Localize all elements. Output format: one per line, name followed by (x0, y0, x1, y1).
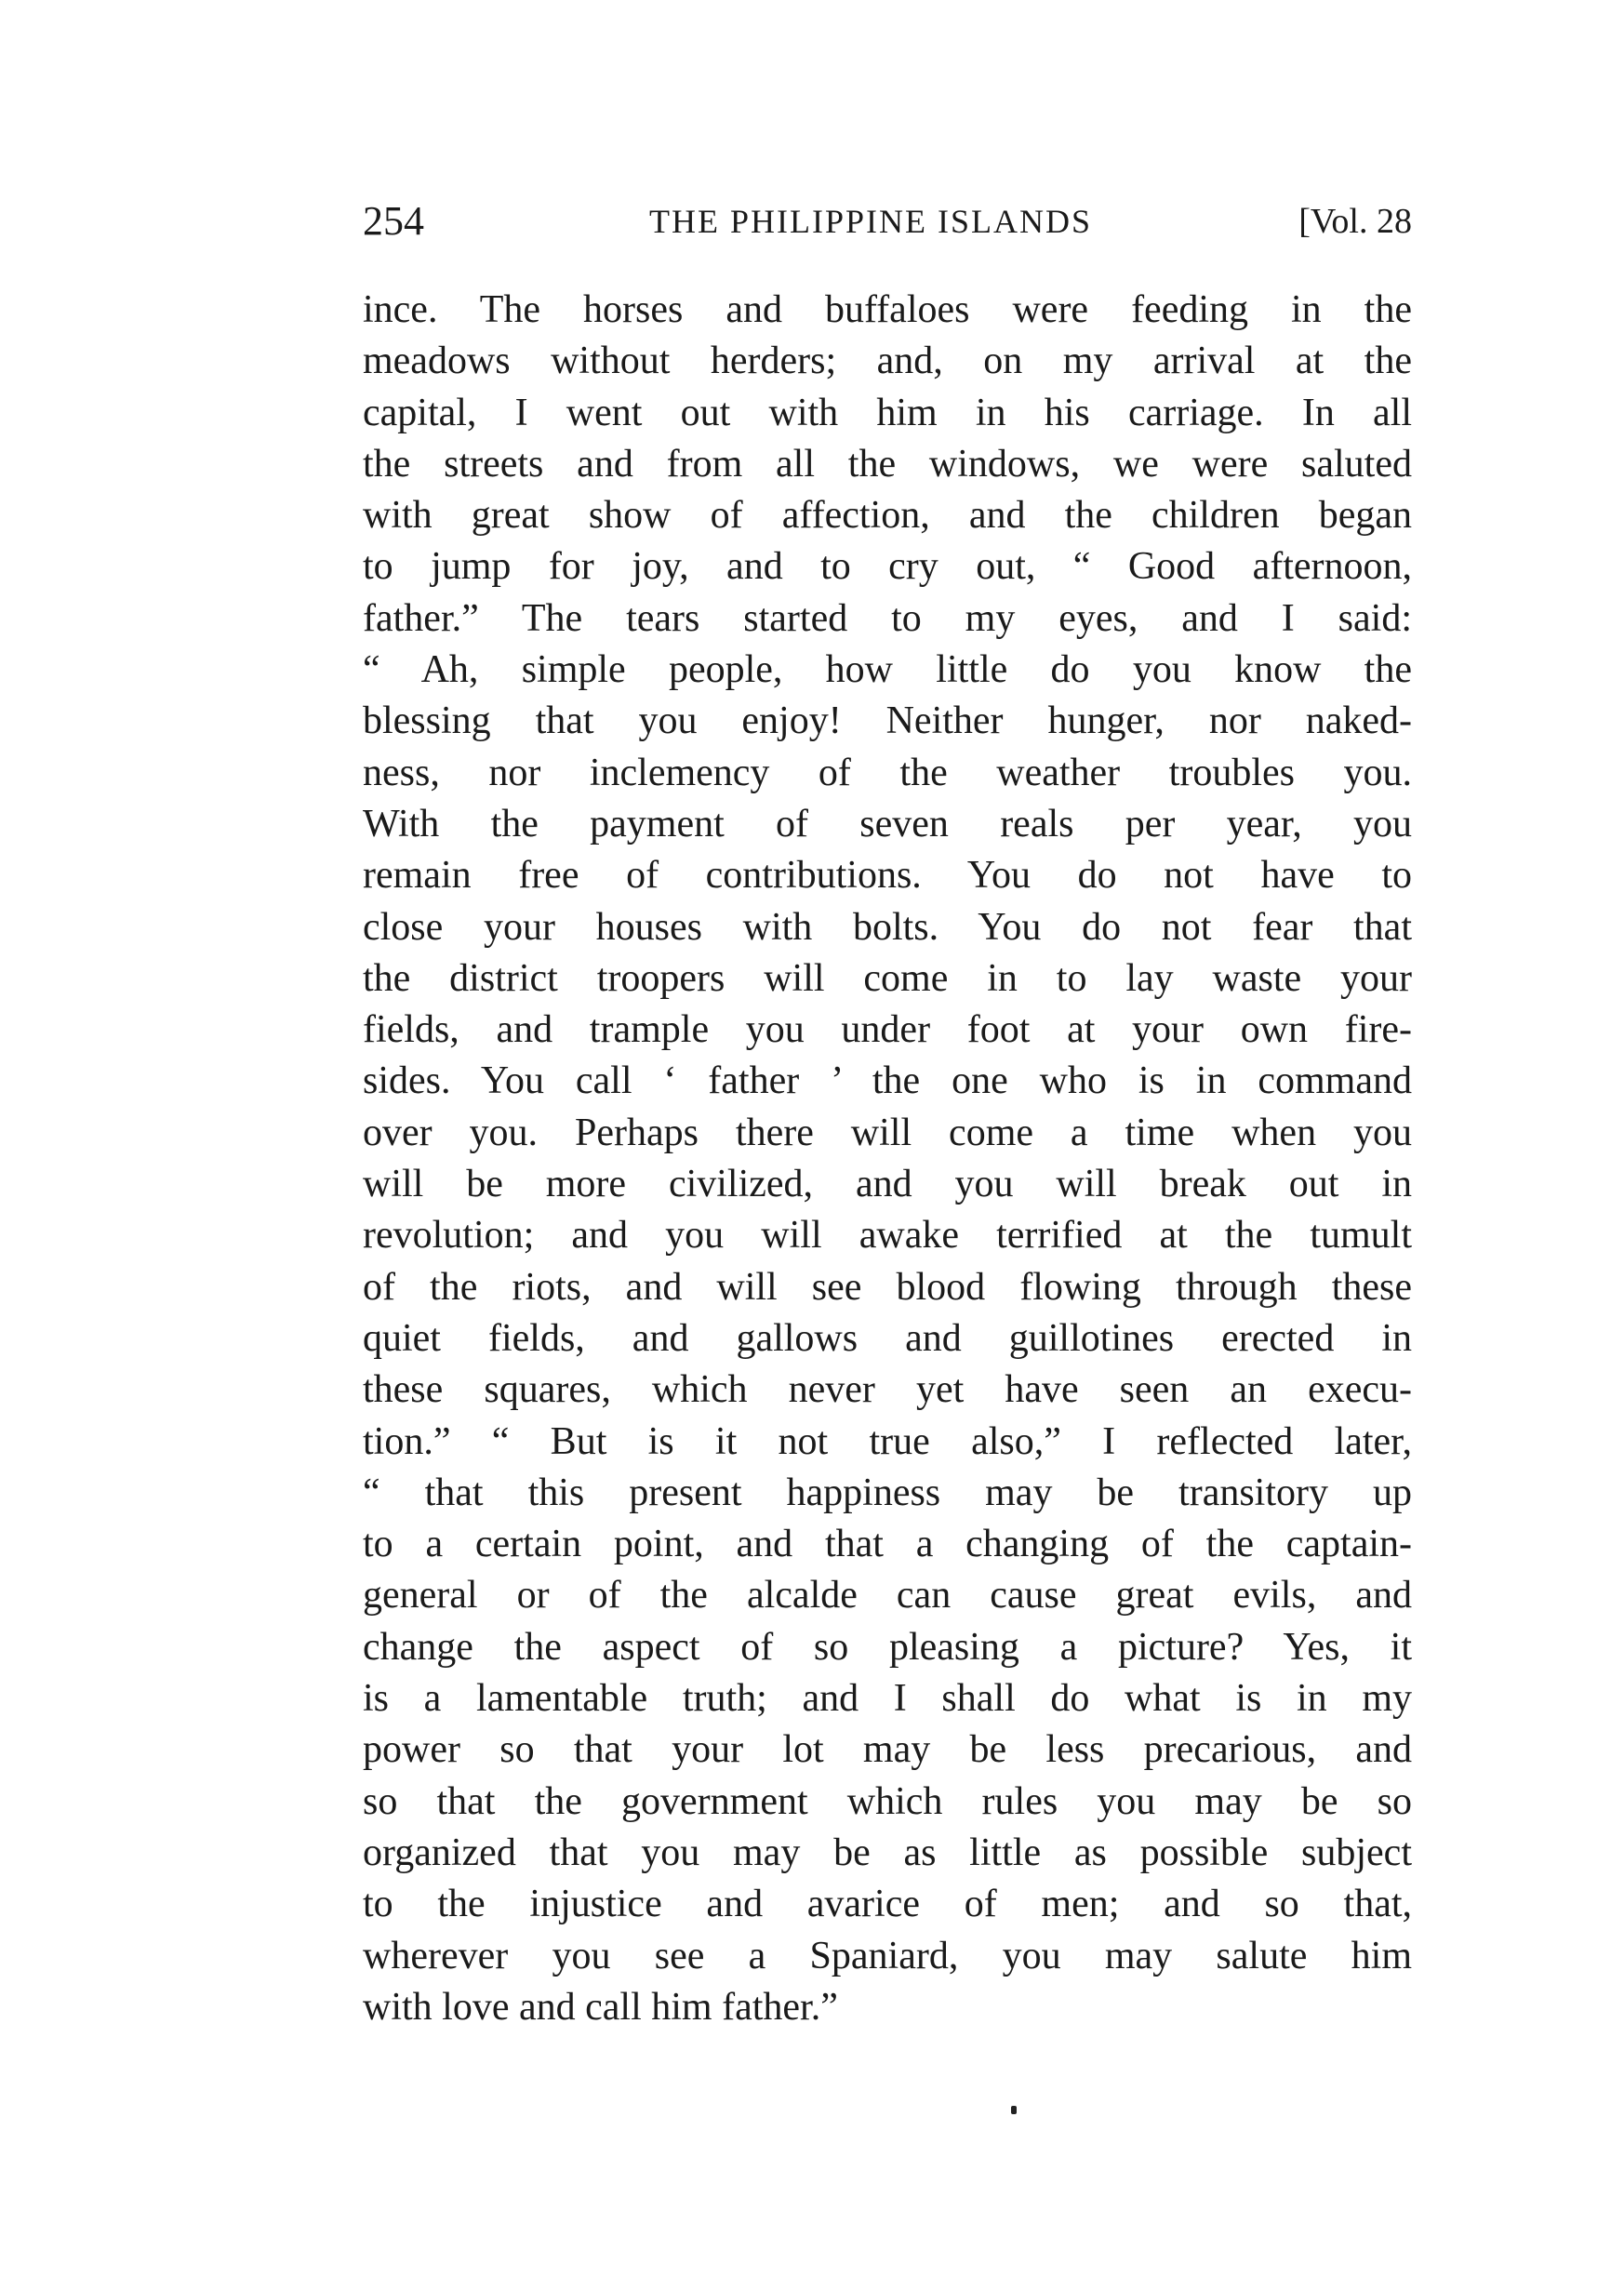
text-line: change the aspect of so pleasing a picture? Yes, it (363, 1625, 1412, 1669)
text-line: quiet fields, and gallows and guillotines erected in (363, 1316, 1412, 1360)
ink-speck (1011, 2106, 1017, 2114)
text-line: will be more civilized, and you will break out in (363, 1163, 1412, 1206)
text-line: so that the government which rules you may be so (363, 1779, 1412, 1823)
text-line: remain free of contributions. You do not have to (363, 854, 1412, 898)
text-line: these squares, which never yet have seen an execu- (363, 1368, 1412, 1412)
text-line: ness, nor inclemency of the weather troubles you. (363, 751, 1412, 794)
text-line: to the injustice and avarice of men; and so that, (363, 1883, 1412, 1926)
text-line: general or of the alcalde can cause great evils, and (363, 1574, 1412, 1618)
text-line: ince. The horses and buffaloes were feeding in the (363, 288, 1412, 331)
text-line: is a lamentable truth; and I shall do what is in my (363, 1677, 1412, 1721)
text-line: the streets and from all the windows, we were saluted (363, 442, 1412, 486)
text-line: “ Ah, simple people, how little do you know the (363, 648, 1412, 692)
text-line: father.” The tears started to my eyes, and I said: (363, 596, 1412, 640)
text-line: fields, and trample you under foot at your own fire- (363, 1008, 1412, 1052)
text-line: with great show of affection, and the children began (363, 494, 1412, 538)
text-line: meadows without herders; and, on my arrival at the (363, 340, 1412, 383)
body-text (363, 285, 1412, 2033)
page-number: 254 (363, 198, 424, 244)
text-line: wherever you see a Spaniard, you may salute him (363, 1934, 1412, 1977)
text-line: With the payment of seven reals per year, you (363, 802, 1412, 845)
text-line: over you. Perhaps there will come a time when you (363, 1111, 1412, 1154)
text-line: capital, I went out with him in his carriage. In all (363, 391, 1412, 434)
text-line: of the riots, and will see blood flowing through these (363, 1265, 1412, 1309)
text-line: to a certain point, and that a changing of the captain- (363, 1523, 1412, 1566)
text-line: close your houses with bolts. You do not fear that (363, 905, 1412, 949)
text-line: tion.” “ But is it not true also,” I reflected later, (363, 1419, 1412, 1463)
text-line: the district troopers will come in to lay waste your (363, 956, 1412, 1000)
text-line: revolution; and you will awake terrified at the tumult (363, 1214, 1412, 1258)
text-line: sides. You call ‘ father ’ the one who is in command (363, 1059, 1412, 1103)
running-title: THE PHILIPPINE ISLANDS (649, 203, 1092, 240)
text-line: blessing that you enjoy! Neither hunger, nor naked- (363, 699, 1412, 743)
text-line: with love and call him father.” (363, 1985, 838, 2029)
text-line: power so that your lot may be less precarious, and (363, 1728, 1412, 1772)
text-line: to jump for joy, and to cry out, “ Good afternoon, (363, 545, 1412, 589)
text-line: “ that this present happiness may be transitory up (363, 1471, 1412, 1514)
text-line: organized that you may be as little as possible subject (363, 1831, 1412, 1874)
volume-label: [Vol. 28 (1298, 202, 1412, 241)
running-head (363, 193, 1412, 249)
